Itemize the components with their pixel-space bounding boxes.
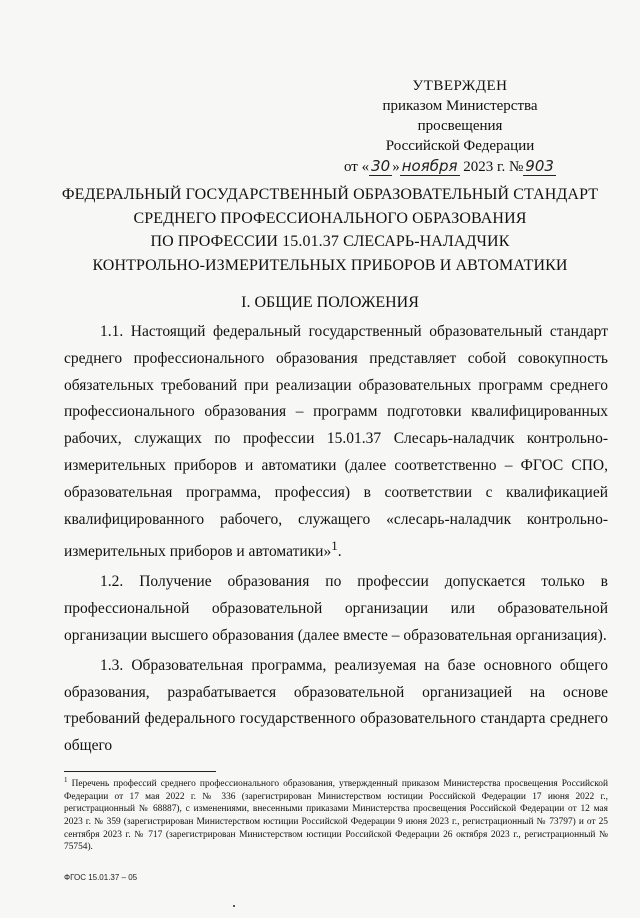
footnote-mark: 1 (64, 776, 68, 784)
footnote (64, 774, 608, 854)
title-line-2: СРЕДНЕГО ПРОФЕССИОНАЛЬНОГО ОБРАЗОВАНИЯ (133, 209, 527, 227)
paragraph-1-1-end: . (337, 543, 342, 561)
title-line-4: КОНТРОЛЬНО-ИЗМЕРИТЕЛЬНЫХ ПРИБОРОВ И АВТОМАТИКИ (92, 256, 568, 274)
paragraph-1-3: 1.3. Образовательная программа, реализуемая на базе основного общего образования, разрабатывается образовательной организацией на основе требований федерального государственного образовательного стандарта среднего общего (64, 656, 608, 755)
approval-line-country: Российской Федерации (385, 138, 535, 154)
document-title (40, 183, 620, 277)
footnote-ref: 1 (331, 538, 338, 554)
document-code: ФГОС 15.01.37 – 05 (64, 873, 138, 882)
paragraph-1-1-text: 1.1. Настоящий федеральный государственный образовательный стандарт среднего профессионального образования представляет собой совокупность обязательных требований при реализации образовательных программ среднего профессионального образования – программ подготовки квалифицированных рабочих, служащих по профессии 15.01.37 Слесарь-наладчик контрольно-измерительных приборов и автоматики (далее соответственно – ФГОС СПО, образовательная программа, профессия) в соответствии с квалификацией квалифицированного рабочего, служащего «слесарь-наладчик контрольно-измерительных приборов и автоматики» (64, 323, 608, 561)
footnote-text: Перечень профессий среднего профессионального образования, утвержденный приказом Министерства просвещения Российской Федерации от 17 мая 2022 г. № 336 (зарегистрирован Министерством юстиции Российской Федерации 17 июня 2022 г., регистрационный № 68887), с изменениями, внесенными приказами Министерства просвещения Российской Федерации от 12 мая 2023 г. № 359 (зарегистрирован Министерством юстиции Российской Федерации 9 июня 2023 г., регистрационный № 73797) и от 25 сентября 2023 г. № 717 (зарегистрирован Министерством юстиции Российской Федерации 26 октября 2023 г., регистрационный № 75754). (64, 779, 608, 853)
approval-date-mid: » (392, 159, 400, 175)
paragraph-1-1 (64, 319, 608, 566)
handwritten-number: 903 (525, 157, 554, 175)
scan-speck (233, 905, 235, 907)
section-heading: I. ОБЩИЕ ПОЛОЖЕНИЯ (241, 294, 419, 311)
title-line-3: ПО ПРОФЕССИИ 15.01.37 СЛЕСАРЬ-НАЛАДЧИК (150, 233, 510, 250)
approval-date-prefix: от « (344, 159, 370, 175)
approval-heading: УТВЕРЖДЕН (412, 78, 508, 94)
body-text (64, 319, 608, 763)
footnote-separator (64, 771, 216, 772)
paragraph-1-2: 1.2. Получение образования по профессии допускается только в профессиональной образовательной организации или образовательной организации высшего образования (далее вместе – образовательная организация). (64, 573, 608, 644)
title-line-1: ФЕДЕРАЛЬНЫЙ ГОСУДАРСТВЕННЫЙ ОБРАЗОВАТЕЛЬНЫЙ СТАНДАРТ (61, 186, 599, 203)
approval-date-line (340, 156, 580, 177)
approval-block (340, 76, 580, 177)
approval-year: 2023 г. № (459, 159, 524, 175)
handwritten-day: 30 (371, 157, 391, 175)
handwritten-month: ноября (401, 157, 458, 175)
approval-line-ministry: приказом Министерства просвещения (382, 98, 538, 134)
